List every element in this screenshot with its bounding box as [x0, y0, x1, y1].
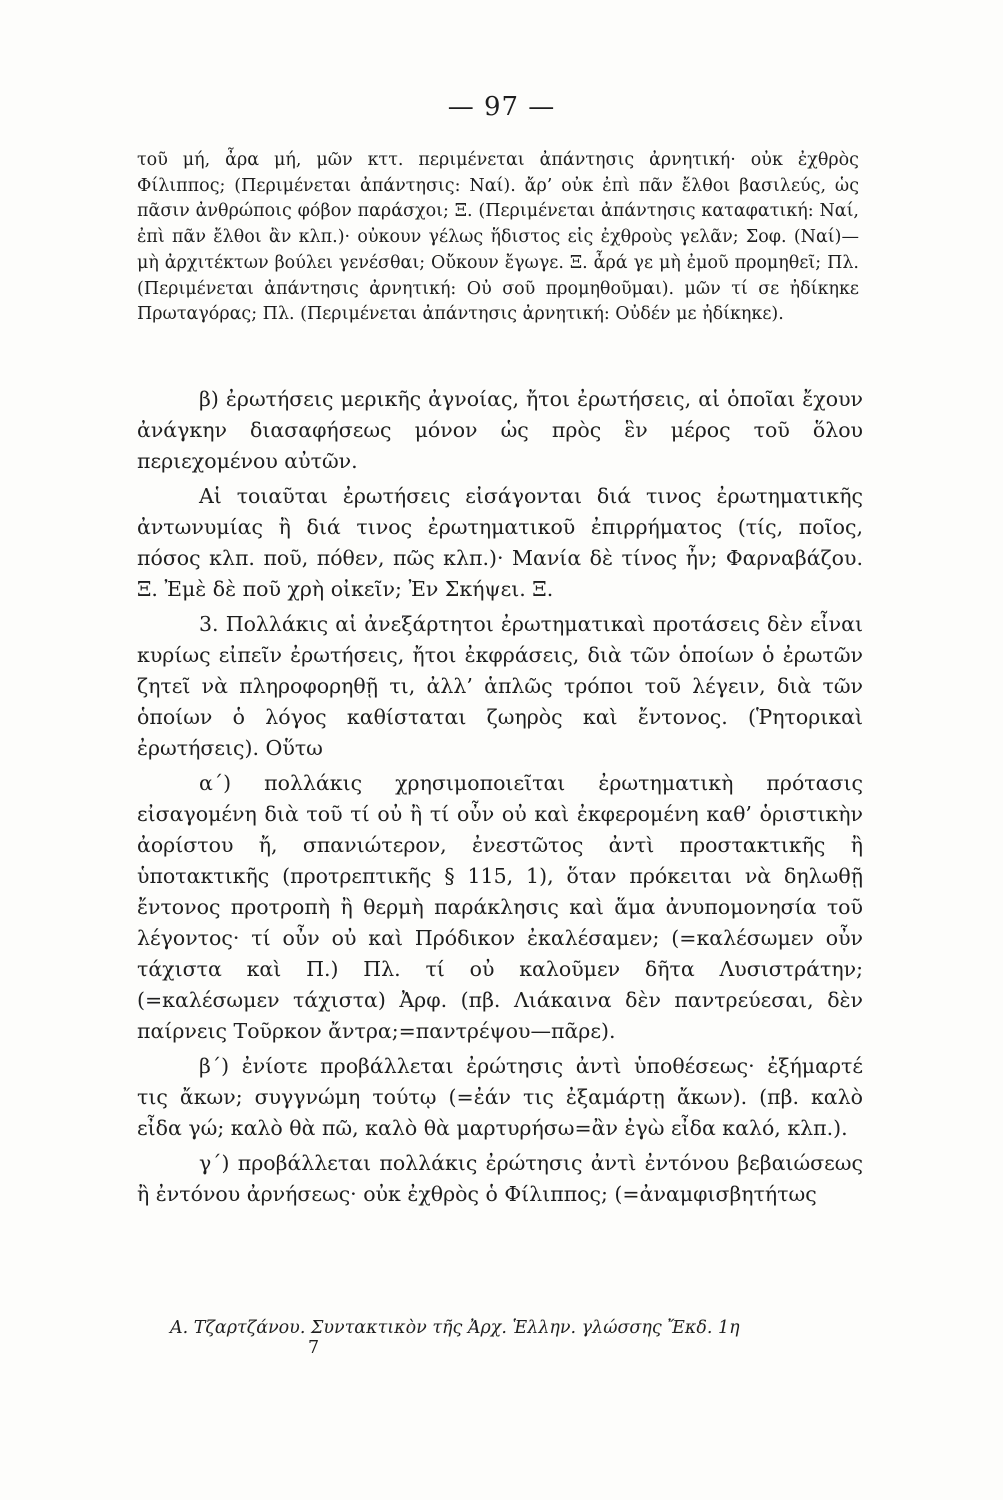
signature-mark: 7 [308, 1338, 320, 1358]
paragraph-beta-hypothesis: β΄) ἐνίοτε προβάλλεται ἐρώτησις ἀντὶ ὑποθέσεως· ἐξήμαρτέ τις ἄκων; συγγνώμη τούτῳ (=ἐάν τις ἐξαμάρτῃ ἄκων). (πβ. καλὸ εἶδα γώ; καλὸ θὰ πῶ, καλὸ θὰ μαρτυρήσω=ἂν ἐγὼ εἶδα καλό, κλπ.). [137, 1054, 863, 1140]
paragraph-beta-partial-ignorance: β) ἐρωτήσεις μερικῆς ἀγνοίας, ἤτοι ἐρωτήσεις, αἱ ὁποῖαι ἔχουν ἀνάγκην διασαφήσεως μόνον ὡς πρὸς ἓν μέρος τοῦ ὅλου περιεχομένου αὐτῶν. [137, 387, 863, 473]
page-footer [170, 1318, 870, 1358]
footer-citation: Α. Τζαρτζάνου. Συντακτικὸν τῆς Ἀρχ. Ἑλλην. γλώσσης Ἔκδ. 1η [170, 1318, 740, 1338]
page-number: — 97 — [447, 92, 556, 122]
paragraph-interrogative-pronouns: Αἱ τοιαῦται ἐρωτήσεις εἰσάγονται διά τινος ἐρωτηματικῆς ἀντωνυμίας ἢ διά τινος ἐρωτηματικοῦ ἐπιρρήματος (τίς, ποῖος, πόσος κλπ. ποῦ, πόθεν, πῶς κλπ.)· Μανία δὲ τίνος ἦν; Φαρναβάζου. Ξ. Ἐμὲ δὲ ποῦ χρὴ οἰκεῖν; Ἐν Σκήψει. Ξ. [137, 484, 863, 601]
paragraph-alpha: α΄) πολλάκις χρησιμοποιεῖται ἐρωτηματικὴ πρότασις εἰσαγομένη διὰ τοῦ τί οὐ ἢ τί οὖν οὐ καὶ ἐκφερομένη καθ’ ὁριστικὴν ἀορίστου ἤ, σπανιώτερον, ἐνεστῶτος ἀντὶ προστακτικῆς ἢ ὑποτακτικῆς (προτρεπτικῆς § 115, 1), ὅταν πρόκειται νὰ δηλωθῇ ἔντονος προτροπὴ ἢ θερμὴ παράκλησις καὶ ἅμα ἀνυπομονησία τοῦ λέγοντος· τί οὖν οὐ καὶ Πρόδικον ἐκαλέσαμεν; (=καλέσωμεν οὖν τάχιστα καὶ Π.) Πλ. τί οὐ καλοῦμεν δῆτα Λυσιστράτην; (=καλέσωμεν τάχιστα) Ἀρφ. (πβ. Λιάκαινα δὲν παντρεύεσαι, δὲν παίρνεις Τοῦρκον ἄντρα;=παντρέψου—πᾶρε). [137, 771, 863, 1043]
small-print-paragraph: τοῦ μή, ἆρα μή, μῶν κττ. περιμένεται ἀπάντησις ἀρνητική· οὐκ ἐχθρὸς Φίλιππος; (Περιμένεται ἀπάντησις: Ναί). ἄρ’ οὐκ ἐπὶ πᾶν ἔλθοι βασιλεύς, ὡς πᾶσιν ἀνθρώποις φόβον παράσχοι; Ξ. (Περιμένεται ἀπάντησις καταφατική: Ναί, ἐπὶ πᾶν ἔλθοι ἂν κλπ.)· οὐκουν γέλως ἥδιστος εἰς ἐχθροὺς γελᾶν; Σοφ. (Ναί)—μὴ ἀρχιτέκτων βούλει γενέσθαι; Οὔκουν ἔγωγε. Ξ. ἆρά γε μὴ ἐμοῦ προμηθεῖ; Πλ. (Περιμένεται ἀπάντησις ἀρνητική: Οὐ σοῦ προμηθοῦμαι). μῶν τί σε ἠδίκηκε Πρωταγόρας; Πλ. (Περιμένεται ἀπάντησις ἀρνητική: Οὐδέν με ἠδίκηκε). [137, 150, 859, 325]
paragraph-gamma: γ΄) προβάλλεται πολλάκις ἐρώτησις ἀντὶ ἐντόνου βεβαιώσεως ἢ ἐντόνου ἀρνήσεως· οὐκ ἐχθρὸς ὁ Φίλιππος; (=ἀναμφισβητήτως [137, 1151, 863, 1206]
main-text [137, 384, 863, 1210]
paragraph-rhetorical-questions: 3. Πολλάκις αἱ ἀνεξάρτητοι ἐρωτηματικαὶ προτάσεις δὲν εἶναι κυρίως εἰπεῖν ἐρωτήσεις, ἤτοι ἐκφράσεις, διὰ τῶν ὁποίων ὁ ἐρωτῶν ζητεῖ νὰ πληροφορηθῇ τι, ἀλλ’ ἁπλῶς τρόποι τοῦ λέγειν, διὰ τῶν ὁποίων ὁ λόγος καθίσταται ζωηρὸς καὶ ἔντονος. (Ῥητορικαὶ ἐρωτήσεις). Οὕτω [137, 612, 863, 760]
